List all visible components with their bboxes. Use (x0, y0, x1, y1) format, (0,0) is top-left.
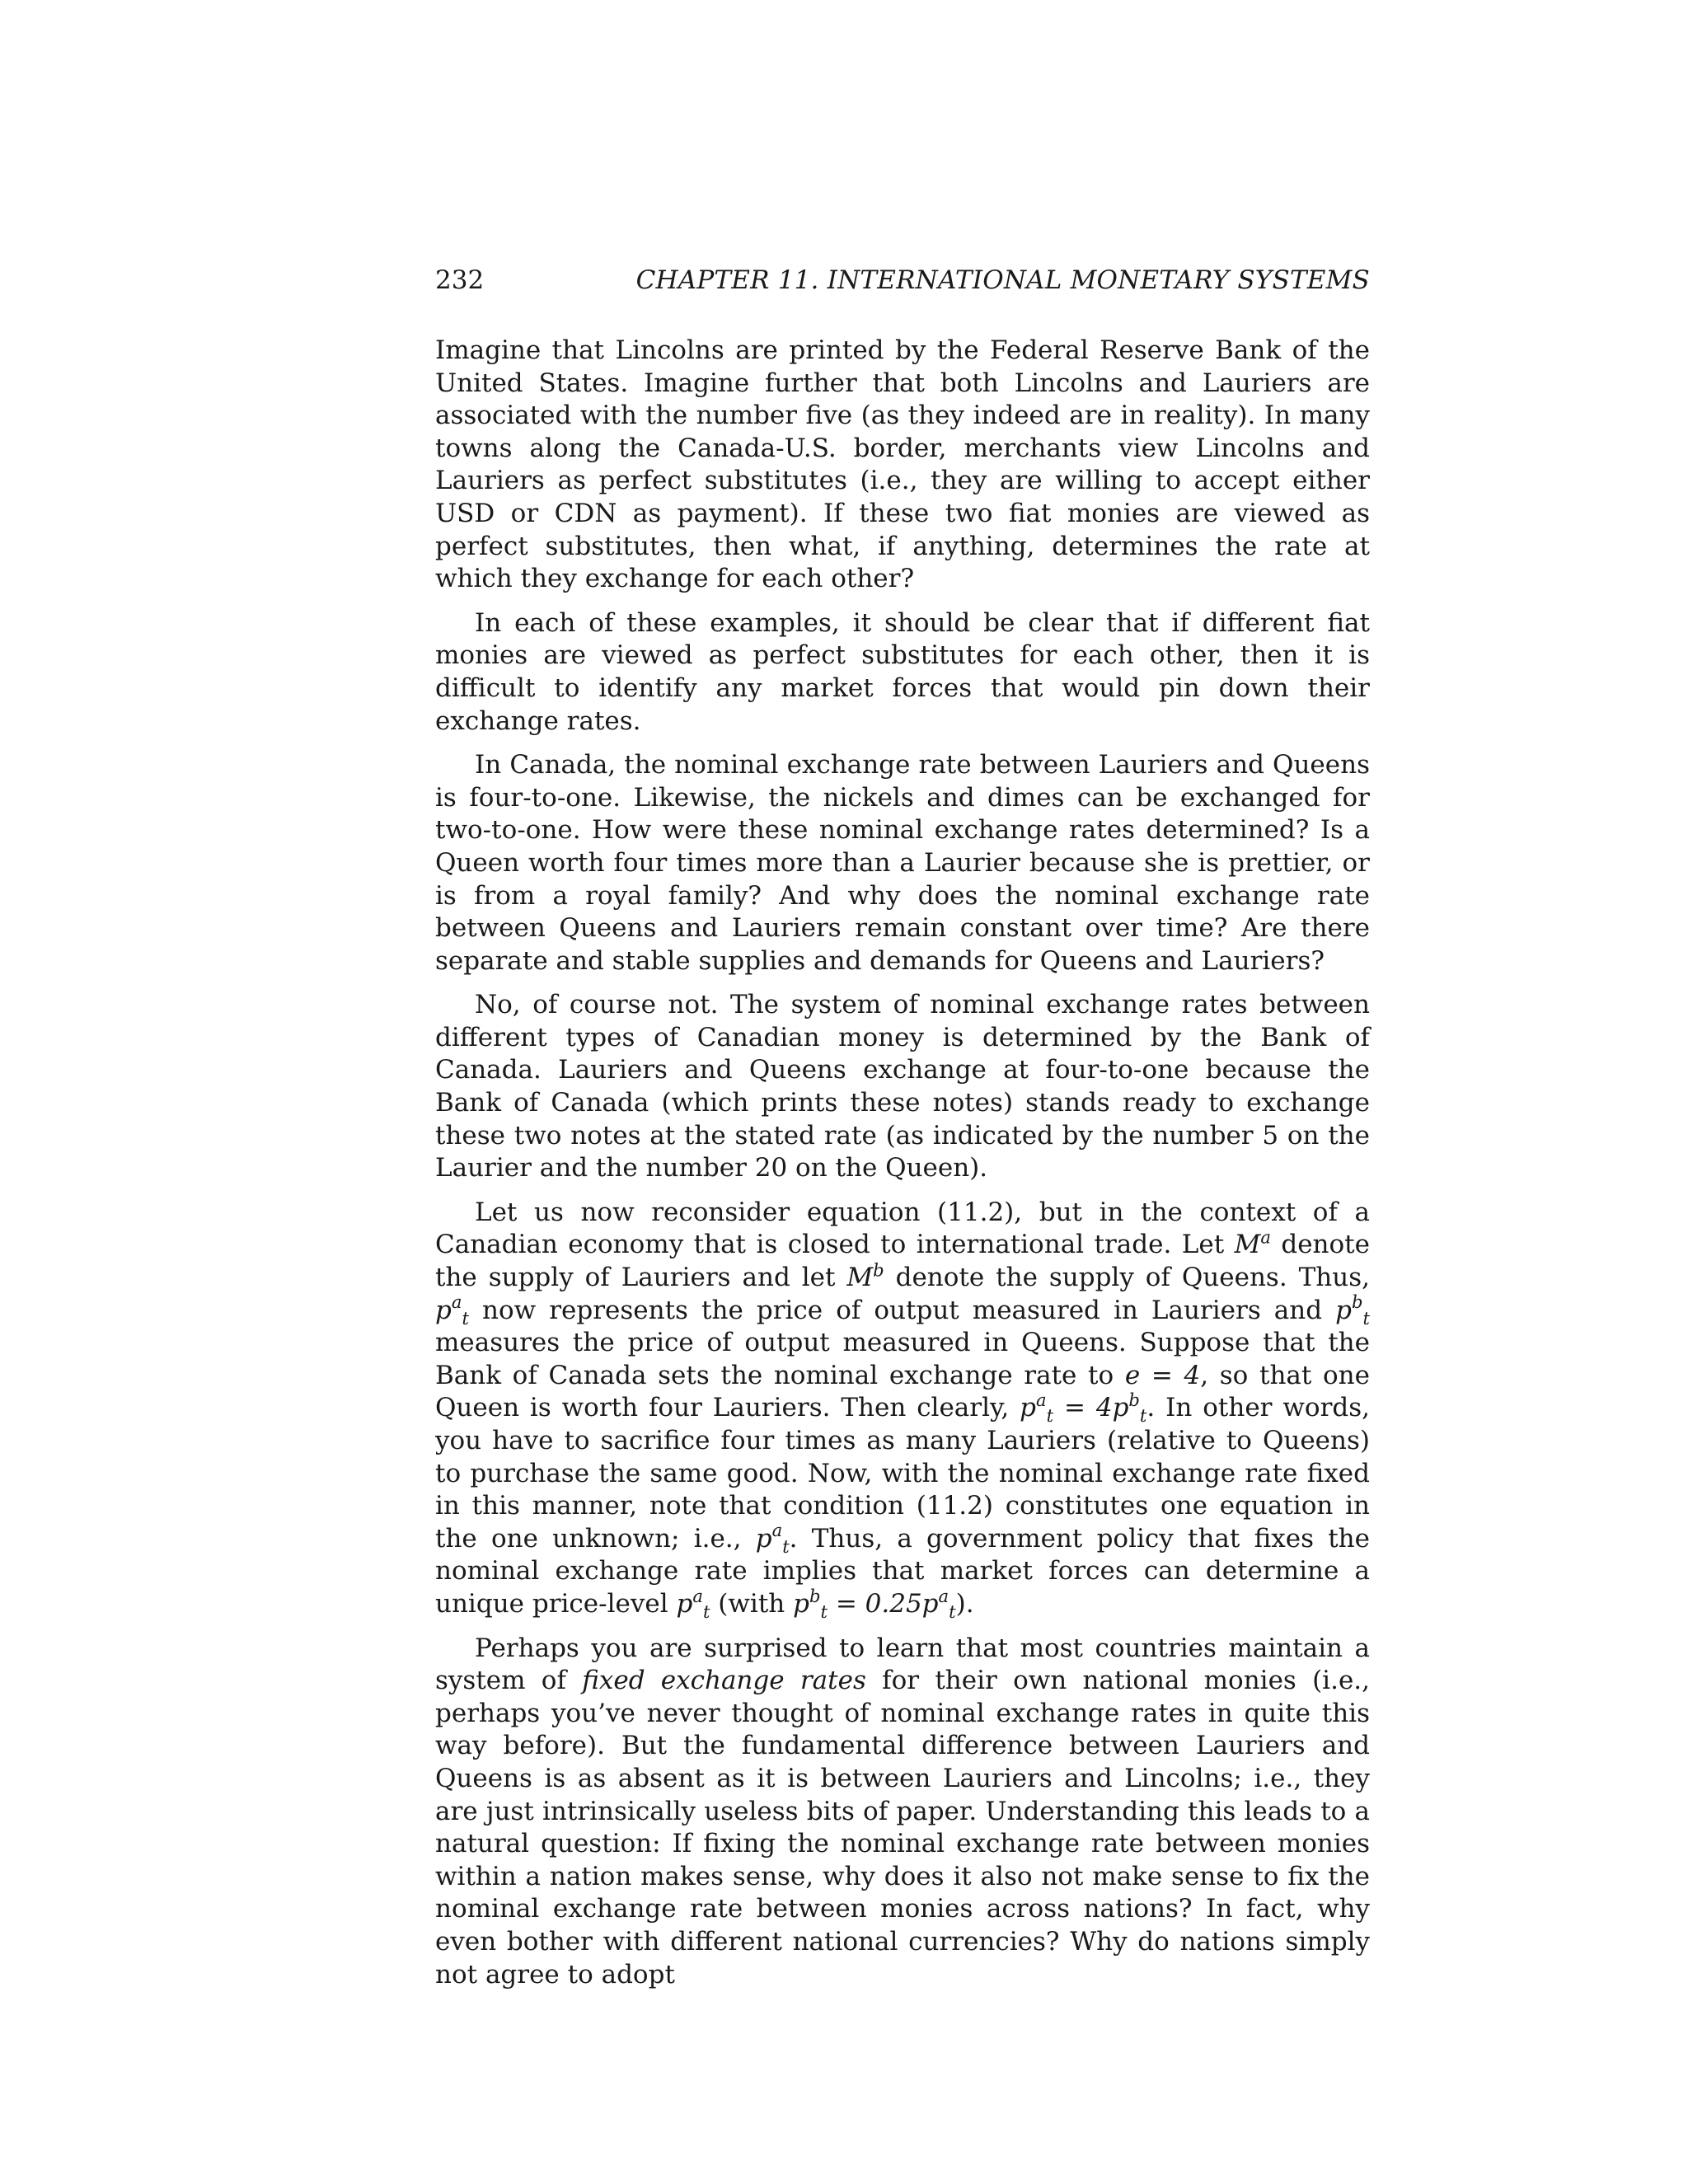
p5-text: . In other words, you have to sacrifice four times as many Lauriers (relative to Queens) to purchase the same good. Now, with the nominal exchange rate fixed in this manner, note that condition (11.2) constitutes one equation in the one unknown; i.e., (435, 1393, 1371, 1554)
p5-text: . Thus, a government policy that fixes the nominal exchange rate implies that market forces can determine a unique price-level (435, 1523, 1370, 1619)
page (435, 260, 1370, 1991)
p5-text: measures the price of output measured in Queens. Suppose that the Bank of Canada sets the nominal exchange rate to (435, 1328, 1370, 1390)
paragraph-3: In Canada, the nominal exchange rate between Lauriers and Queens is four-to-one. Likewise, the nickels and dimes can be exchanged for two-to-one. How were these nominal exchange rates determined? Is a Queen worth four times more than a Laurier because she is prettier, or is from a royal family? And why does the nominal exchange rate between Queens and Lauriers remain constant over time? Are there separate and stable supplies and demands for Queens and Lauriers? (435, 750, 1370, 976)
math-pta-unknown: $p^a_t$ (755, 1520, 790, 1557)
p6-text: for their own national monies (i.e., perhaps you’ve never thought of nominal exchange rates in quite this way before). But the fundamental difference between Lauriers and Queens is as absent as it is between Lauriers and Lincolns; i.e., they are just intrinsically useless bits of paper. Understanding this leads to a natural question: If fixing the nominal exchange rate between monies within a nation makes sense, why does it also not make sense to fix the nominal exchange rate between monies across nations? In fact, why even bother with different national currencies? Why do nations simply not agree to adopt (435, 1666, 1371, 1990)
p5-text: denote the supply of Lauriers and let (435, 1230, 1370, 1293)
math-e-equals-4: e = 4 (1124, 1360, 1201, 1390)
math-Mb: $M^b$ (846, 1259, 884, 1293)
chapter-title: CHAPTER 11. INTERNATIONAL MONETARY SYSTEMS (635, 265, 1370, 295)
p5-text: now represents the price of output measured in Lauriers and (468, 1295, 1336, 1325)
math-pta: $p^a_t$ (435, 1291, 469, 1329)
paragraph-5 (435, 1197, 1370, 1621)
paragraph-6 (435, 1633, 1370, 1992)
p5-text: denote the supply of Queens. Thus, (884, 1263, 1370, 1293)
running-head (435, 260, 1370, 300)
fixed-exchange-rates-emphasis: fixed exchange rates (582, 1666, 866, 1696)
paragraph-2: In each of these examples, it should be clear that if different fiat monies are viewed as perfect substitutes for each other, then it is difficult to identify any market forces that would pin down their exchange rates. (435, 607, 1370, 736)
math-eq-ptb-025pta: $p^b_t = 0.25p^a_t$ (793, 1585, 956, 1623)
page-number: 232 (435, 265, 485, 295)
p5-text: , so that one Queen is worth four Lauriers. Then clearly, (435, 1360, 1370, 1423)
paragraph-1: Imagine that Lincolns are printed by the Federal Reserve Bank of the United States. Imagine further that both Lincolns and Lauriers are associated with the number five (as they indeed are in reality). In many towns along the Canada-U.S. border, merchants view Lincolns and Lauriers as perfect substitutes (i.e., they are willing to accept either USD or CDN as payment). If these two fiat monies are viewed as perfect substitutes, then what, if anything, determines the rate at which they exchange for each other? (435, 335, 1370, 594)
p5-text: (with (710, 1588, 794, 1619)
p5-text: ). (955, 1588, 974, 1619)
paragraph-4: No, of course not. The system of nominal exchange rates between different types of Canadian money is determined by the Bank of Canada. Lauriers and Queens exchange at four-to-one because the Bank of Canada (which prints these notes) stands ready to exchange these two notes at the stated rate (as indicated by the number 5 on the Laurier and the number 20 on the Queen). (435, 990, 1370, 1183)
p6-text: Perhaps you are surprised to learn that most countries maintain a system of (435, 1633, 1370, 1696)
math-pta-level: $p^a_t$ (676, 1585, 710, 1623)
math-eq-pta-4ptb: $p^a_t = 4p^b_t$ (1020, 1390, 1147, 1427)
math-ptb: $p^b_t$ (1335, 1291, 1370, 1329)
p5-text: Let us now reconsider equation (11.2), but in the context of a Canadian economy that is closed to international trade. Let (435, 1197, 1370, 1260)
math-Ma: $M^a$ (1234, 1227, 1271, 1260)
